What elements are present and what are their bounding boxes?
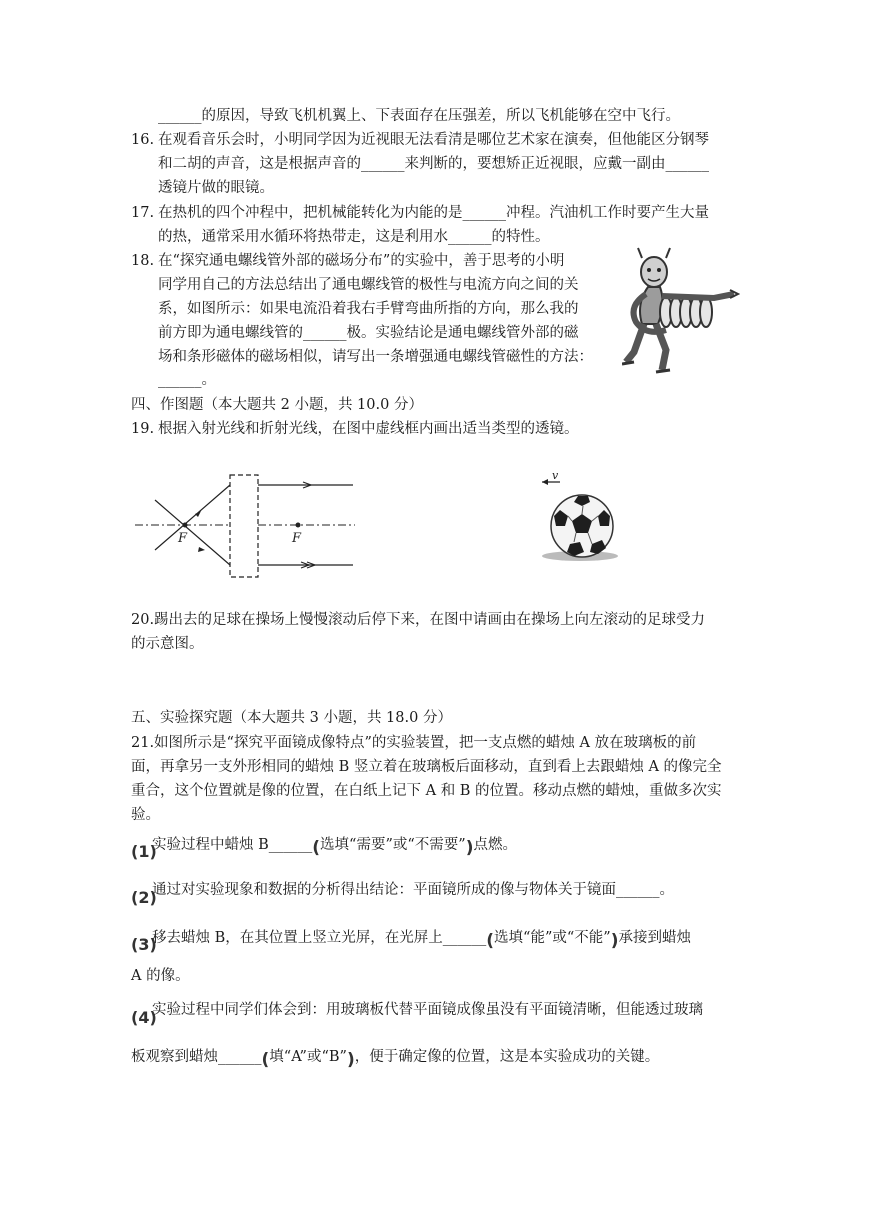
soccer-ball-figure [530, 470, 630, 565]
q21-sub3-line-2: A 的像。 [131, 968, 190, 984]
q21-sub4-part-a: 板观察到蜡烛______ [131, 1049, 262, 1065]
q21-sub1-open-paren: ( [312, 838, 321, 858]
q21-sub3-open-paren: ( [486, 931, 495, 951]
q21-sub3-number: (3) [131, 935, 157, 954]
q16-line-1: 在观看音乐会时，小明同学因为近视眼无法看清是哪位艺术家在演奏，但他能区分钢琴 [158, 132, 709, 148]
q21-sub4-part-c: ，便于确定像的位置，这是本实验成功的关键。 [354, 1049, 660, 1065]
q18-line-6: ______。 [158, 372, 216, 388]
q21-sub4-part-b: 填“A”或“B” [269, 1049, 347, 1065]
q21-line-4: 验。 [131, 807, 160, 823]
section-4-title: 四、作图题（本大题共 2 小题，共 10.0 分） [131, 397, 423, 413]
q16-number: 16. [131, 132, 155, 148]
q19-number: 19. [131, 421, 155, 437]
focal-point-left-label: F [178, 531, 188, 546]
q21-sub1-part-b: 选填“需要”或“不需要” [320, 837, 466, 853]
q21-sub3-close-paren: ) [610, 931, 619, 951]
q21-sub4-open-paren: ( [261, 1050, 270, 1070]
q21-sub1-text [152, 834, 517, 858]
focal-point-right-label: F [292, 531, 302, 546]
q21-sub4-text: 实验过程中同学们体会到：用玻璃板代替平面镜成像虽没有平面镜清晰，但能透过玻璃 [152, 1002, 703, 1018]
q21-sub3-text [152, 927, 691, 951]
q21-sub1-part-c: 点燃。 [473, 837, 517, 853]
q21-line-2: 面，再拿另一支外形相同的蜡烛 B 竖立着在玻璃板后面移动，直到看上去跟蜡烛 A 的像完全 [131, 759, 722, 775]
q18-line-1: 在“探究通电螺线管外部的磁场分布”的实验中，善于思考的小明 [158, 253, 565, 269]
q21-line-1: 21.如图所示是“探究平面镜成像特点”的实验装置，把一支点燃的蜡烛 A 放在玻璃板的前 [131, 735, 697, 751]
q21-sub3-part-a: 移去蜡烛 B，在其位置上竖立光屏，在光屏上______ [152, 930, 487, 946]
q17-line-1: 在热机的四个冲程中，把机械能转化为内能的是______冲程。汽油机工作时要产生大量 [158, 205, 709, 221]
solenoid-figure-illustration [622, 244, 740, 379]
q19-text: 根据入射光线和折射光线，在图中虚线框内画出适当类型的透镜。 [158, 421, 579, 437]
q18-line-2: 同学用自己的方法总结出了通电螺线管的极性与电流方向之间的关 [158, 277, 579, 293]
q18-line-5: 场和条形磁体的磁场相似，请写出一条增强通电螺线管磁性的方法： [158, 349, 593, 365]
q20-line-1: 20.踢出去的足球在操场上慢慢滚动后停下来，在图中请画由在操场上向左滚动的足球受力 [131, 612, 706, 628]
q21-sub2-text: 通过对实验现象和数据的分析得出结论：平面镜所成的像与物体关于镜面______。 [152, 882, 674, 898]
q18-number: 18. [131, 253, 155, 269]
q21-sub1-part-a: 实验过程中蜡烛 B______ [152, 837, 313, 853]
q16-line-2: 和二胡的声音，这是根据声音的______来判断的，要想矫正近视眼，应戴一副由______ [158, 156, 709, 172]
q17-line-2: 的热，通常采用水循环将热带走，这是利用水______的特性。 [158, 229, 550, 245]
q15-line: ______的原因，导致飞机机翼上、下表面存在压强差，所以飞机能够在空中飞行。 [158, 108, 680, 124]
q20-line-2: 的示意图。 [131, 636, 204, 652]
q21-line-3: 重合，这个位置就是像的位置，在白纸上记下 A 和 B 的位置。移动点燃的蜡烛，重做多次实 [131, 783, 722, 799]
q21-sub2-number: (2) [131, 888, 157, 907]
q21-sub4-close-paren: ) [346, 1050, 355, 1070]
q21-sub3-part-b: 选填“能”或“不能” [494, 930, 611, 946]
q17-number: 17. [131, 205, 155, 221]
q18-line-4: 前方即为通电螺线管的______极。实验结论是通电螺线管外部的磁 [158, 325, 579, 341]
q21-sub3-part-c: 承接到蜡烛 [618, 930, 691, 946]
q21-sub1-number: (1) [131, 842, 157, 861]
q16-line-3: 透镜片做的眼镜。 [158, 180, 274, 196]
q21-sub1-close-paren: ) [465, 838, 474, 858]
lens-ray-diagram [135, 470, 355, 585]
q18-line-3: 系，如图所示：如果电流沿着我右手臂弯曲所指的方向，那么我的 [158, 301, 579, 317]
velocity-label: v [552, 470, 559, 482]
q21-sub4-number: (4) [131, 1008, 157, 1027]
q21-sub4-line-2 [131, 1046, 660, 1070]
section-5-title: 五、实验探究题（本大题共 3 小题，共 18.0 分） [131, 710, 452, 726]
